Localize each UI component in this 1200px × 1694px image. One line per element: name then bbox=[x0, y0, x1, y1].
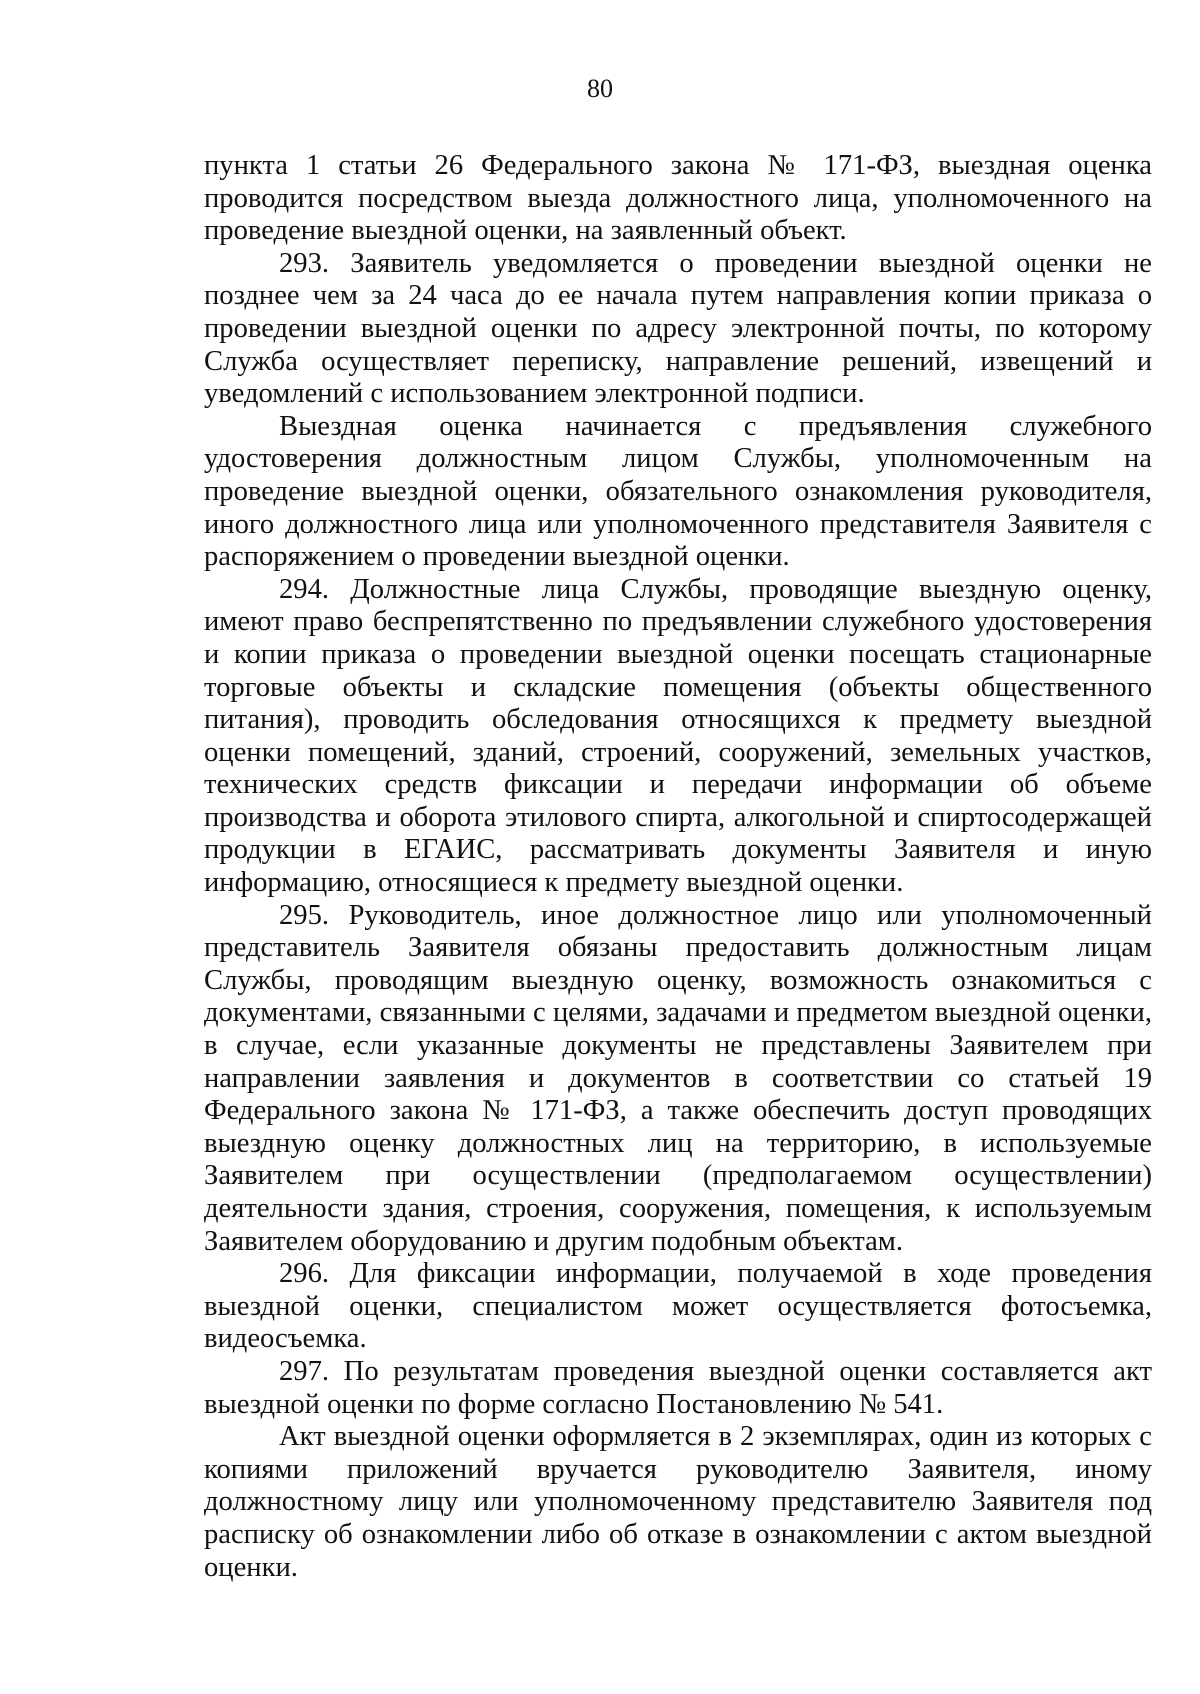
page-number: 80 bbox=[587, 74, 613, 103]
paragraph-293: 293. Заявитель уведомляется о проведении выездной оценки не позднее чем за 24 часа до ее начала путем направления копии приказа о проведении выездной оценки по адресу электронной почты, по которому Служба осуществляет переписку, направление решений, извещений и уведомлений с использованием электронной подписи. bbox=[204, 247, 1152, 410]
paragraph-296: 296. Для фиксации информации, получаемой в ходе проведения выездной оценки, специалистом может осуществляется фотосъемка, видеосъемка. bbox=[204, 1258, 1152, 1355]
paragraph-297-act-copies: Акт выездной оценки оформляется в 2 экземплярах, один из которых с копиями приложений вручается руководителю Заявителя, иному должностному лицу или уполномоченному представителю Заявителя под расписку об ознакомлении либо об отказе в ознакомлении с актом выездной оценки. bbox=[204, 1421, 1152, 1583]
paragraph-294: 294. Должностные лица Службы, проводящие выездную оценку, имеют право беспрепятственно по предъявлении служебного удостоверения и копии приказа о проведении выездной оценки посещать стационарные торговые объекты и складские помещения (объекты общественного питания), проводить обследования относящихся к предмету выездной оценки помещений, зданий, строений, сооружений, земельных участков, технических средств фиксации и передачи информации об объеме производства и оборота этилового спирта, алкогольной и спиртосодержащей продукции в ЕГАИС, рассматривать документы Заявителя и иную информацию, относящиеся к предмету выездной оценки. bbox=[204, 573, 1152, 899]
paragraph-295: 295. Руководитель, иное должностное лицо или уполномоченный представитель Заявителя обязаны предоставить должностным лицам Службы, проводящим выездную оценку, возможность ознакомиться с документами, связанными с целями, задачами и предметом выездной оценки, в случае, если указанные документы не представлены Заявителем при направлении заявления и документов в соответствии со статьей 19 Федерального закона № 171-ФЗ, а также обеспечить доступ проводящих выездную оценку должностных лиц на территорию, в используемые Заявителем при осуществлении (предполагаемом осуществлении) деятельности здания, строения, сооружения, помещения, к используемым Заявителем оборудованию и другим подобным объектам. bbox=[204, 899, 1152, 1257]
paragraph-continuation: пункта 1 статьи 26 Федерального закона № 171-ФЗ, выездная оценка проводится посредством выезда должностного лица, уполномоченного на проведение выездной оценки, на заявленный объект. bbox=[204, 150, 1152, 247]
document-body bbox=[204, 150, 1152, 1584]
paragraph-297: 297. По результатам проведения выездной оценки составляется акт выездной оценки по форме согласно Постановлению № 541. bbox=[204, 1355, 1152, 1420]
paragraph-293-onsite-start: Выездная оценка начинается с предъявления служебного удостоверения должностным лицом Службы, уполномоченным на проведение выездной оценки, обязательного ознакомления руководителя, иного должностного лица или уполномоченного представителя Заявителя с распоряжением о проведении выездной оценки. bbox=[204, 410, 1152, 573]
